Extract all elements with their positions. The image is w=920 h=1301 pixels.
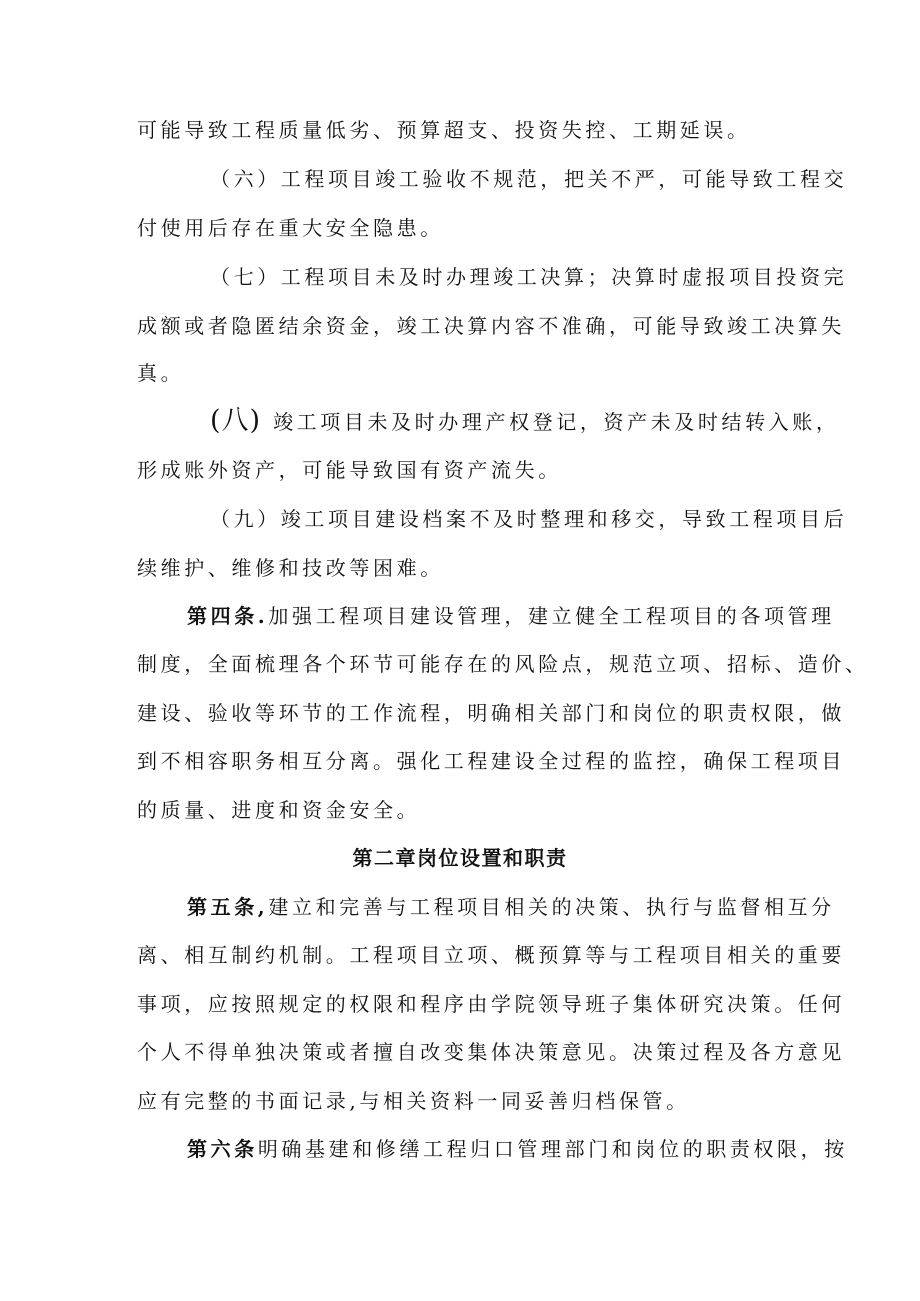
article-six-label: 第六条 — [187, 1137, 258, 1161]
article-four-line: 建设、验收等环节的工作流程，明确相关部门和岗位的职责权限，做 — [137, 701, 845, 725]
item-seven-line: 真。 — [137, 361, 185, 385]
article-four-label: 第四条. — [187, 604, 269, 628]
item-six-line: （六）工程项目竣工验收不规范，把关不严，可能导致工程交 — [210, 167, 848, 191]
article-five-line: 事项，应按照规定的权限和程序由学院领导班子集体研究决策。任何 — [137, 992, 845, 1016]
article-five-label: 第五条, — [187, 895, 269, 919]
chapter-heading: 第二章岗位设置和职责 — [352, 846, 568, 870]
item-eight-line: 形成账外资产，可能导致国有资产流失。 — [137, 458, 562, 482]
article-four-text: 加强工程项目建设管理，建立健全工程项目的各项管理 — [268, 604, 835, 628]
paragraph-line: 可能导致工程质量低劣、预算超支、投资失控、工期延误。 — [137, 118, 751, 142]
item-six-line: 付使用后存在重大安全隐患。 — [137, 216, 444, 240]
article-four-line: 制度，全面梳理各个环节可能存在的风险点，规范立项、招标、造价、 — [137, 652, 869, 676]
item-eight-line — [210, 405, 840, 437]
article-six-text: 明确基建和修缮工程归口管理部门和岗位的职责权限，按 — [257, 1137, 848, 1161]
article-four-line — [187, 601, 835, 631]
item-eight-marker: (八) — [210, 405, 262, 436]
article-five-line: 应有完整的书面记录,与相关资料一同妥善归档保管。 — [137, 1089, 690, 1113]
item-nine-line: 续维护、维修和技改等困难。 — [137, 556, 444, 580]
article-five-line — [187, 892, 835, 922]
item-eight-text: 竣工项目未及时办理产权登记，资产未及时结转入账， — [273, 410, 840, 434]
article-four-line: 到不相容职务相互分离。强化工程建设全过程的监控，确保工程项目 — [137, 749, 845, 773]
article-six-line — [187, 1134, 848, 1164]
article-four-line: 的质量、进度和资金安全。 — [137, 798, 421, 822]
item-seven-line: （七）工程项目未及时办理竣工决算；决算时虚报项目投资完 — [210, 265, 848, 289]
article-five-line: 个人不得单独决策或者擅自改变集体决策意见。决策过程及各方意见 — [137, 1040, 845, 1064]
item-seven-line: 成额或者隐匿结余资金，竣工决算内容不准确，可能导致竣工决算失 — [137, 314, 845, 338]
article-five-line: 离、相互制约机制。工程项目立项、概预算等与工程项目相关的重要 — [137, 943, 845, 967]
article-five-text: 建立和完善与工程项目相关的决策、执行与监督相互分 — [268, 895, 835, 919]
item-nine-line: （九）竣工项目建设档案不及时整理和移交，导致工程项目后 — [210, 507, 848, 531]
